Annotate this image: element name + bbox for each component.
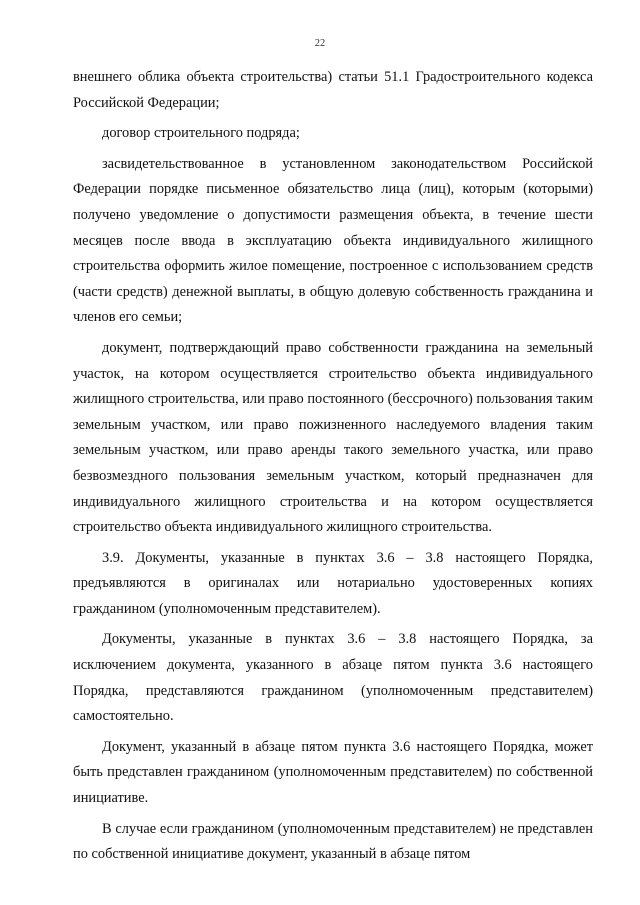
paragraph-not-submitted: В случае если гражданином (уполномоченным представителем) не представлен по собственной инициативе документ, указанный в абзаце пятом xyxy=(73,820,593,863)
paragraph-self-submission: Документы, указанные в пунктах 3.6 – 3.8 настоящего Порядка, за исключением документа, указанного в абзаце пятом пункта 3.6 настоящего Порядка, представляются гражданином (уполномоченным представителем) самостоятельно. xyxy=(73,631,593,725)
paragraph-continuation: внешнего облика объекта строительства) статьи 51.1 Градостроительного кодекса Российской Федерации; xyxy=(73,69,593,111)
paragraph-obligation: засвидетельствованное в установленном законодательством Российской Федерации порядке письменное обязательство лица (лиц), которым (которыми) получено уведомление о допустимости размещения объекта, в течение шести месяцев после ввода в эксплуатацию объекта индивидуального жилищного строительства оформить жилое помещение, построенное с использованием средств (части средств) денежной выплаты, в общую долевую собственность гражданина и членов его семьи; xyxy=(73,155,593,326)
paragraph-own-initiative: Документ, указанный в абзаце пятом пункта 3.6 настоящего Порядка, может быть представлен гражданином (уполномоченным представителем) по собственной инициативе. xyxy=(73,738,593,807)
paragraph-land-right: документ, подтверждающий право собственности гражданина на земельный участок, на котором осуществляется строительство объекта индивидуального жилищного строительства, или право постоянного (бессрочного) пользования таким земельным участком, или право пожизненного наследуемого владения таким земельным участком, или право аренды такого земельного участка, или право безвозмездного пользования земельным участком, который предназначен для индивидуального жилищного строительства и на котором осуществляется строительство объекта индивидуального жилищного строительства. xyxy=(73,339,593,536)
paragraph-contract: договор строительного подряда; xyxy=(102,125,300,142)
document-body xyxy=(73,65,593,868)
paragraph-3-9: 3.9. Документы, указанные в пунктах 3.6 – 3.8 настоящего Порядка, предъявляются в оригиналах или нотариально удостоверенных копиях гражданином (уполномоченным представителем). xyxy=(73,549,593,617)
page-number: 22 xyxy=(314,38,326,49)
